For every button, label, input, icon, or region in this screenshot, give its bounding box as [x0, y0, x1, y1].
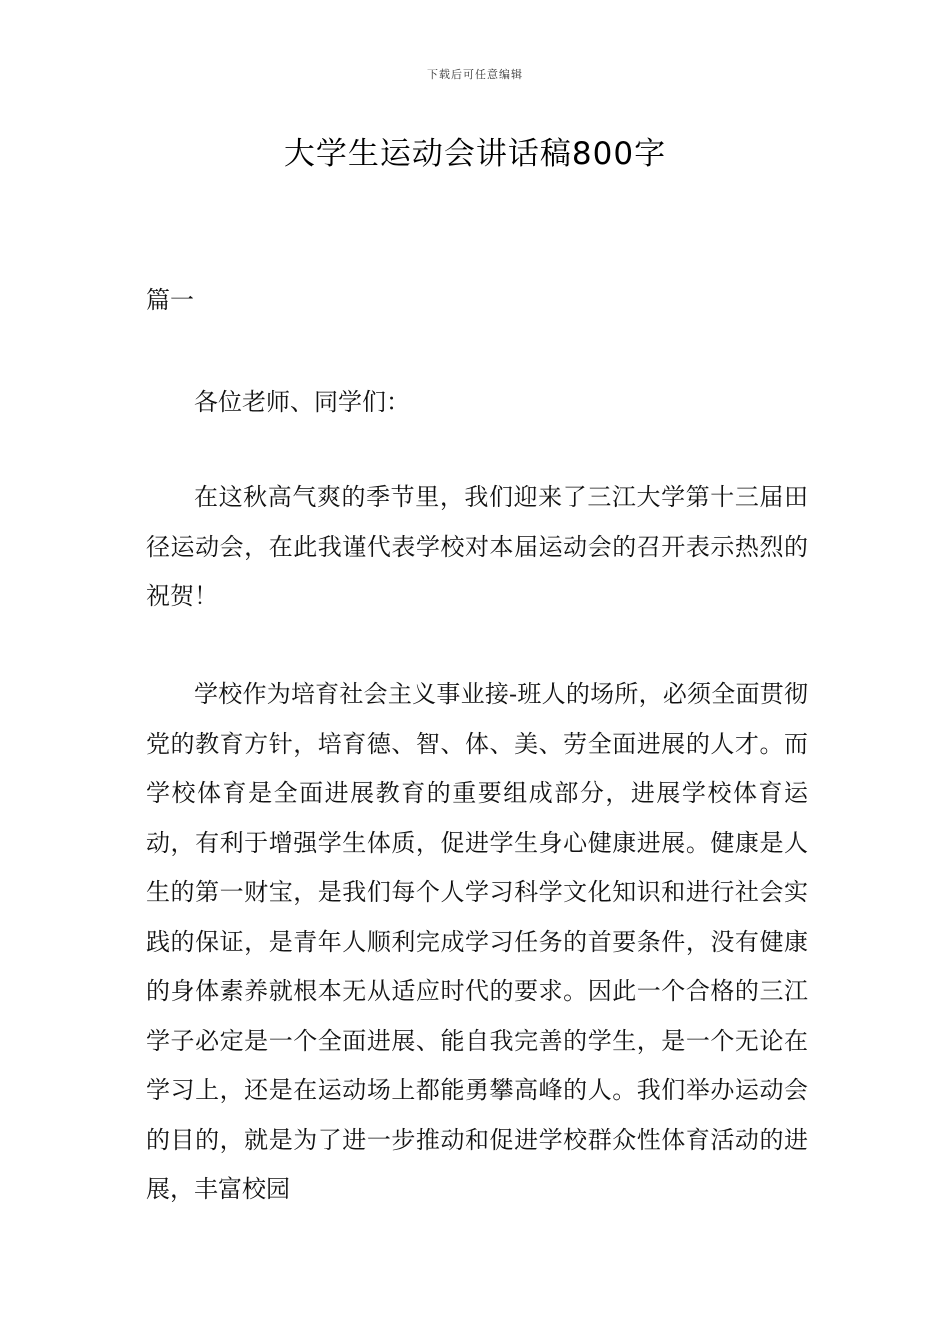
main-paragraph: 学校作为培育社会主义事业接-班人的场所，必须全面贯彻党的教育方针，培育德、智、体、美、劳全面进展的人才。而学校体育是全面进展教育的重要组成部分，进展学校体育运动，有利于增强学生体质，促进学生身心健康进展。健康是人生的第一财宝，是我们每个人学习科学文化知识和进行社会实践的保证，是青年人顺利完成学习任务的首要条件，没有健康的身体素养就根本无从适应时代的要求。因此一个合格的三江学子必定是一个全面进展、能自我完善的学生，是一个无论在学习上，还是在运动场上都能勇攀高峰的人。我们举办运动会的目的，就是为了进一步推动和促进学校群众性体育活动的进展，丰富校园 [146, 680, 808, 1203]
section-label: 篇一 [146, 286, 194, 314]
document-title: 大学生运动会讲话稿800字 [283, 136, 667, 172]
opening-paragraph: 在这秋高气爽的季节里，我们迎来了三江大学第十三届田径运动会，在此我谨代表学校对本届运动会的召开表示热烈的祝贺！ [146, 483, 808, 610]
greeting-paragraph: 各位老师、同学们： [194, 388, 410, 416]
header-note: 下载后可任意编辑 [427, 68, 523, 81]
